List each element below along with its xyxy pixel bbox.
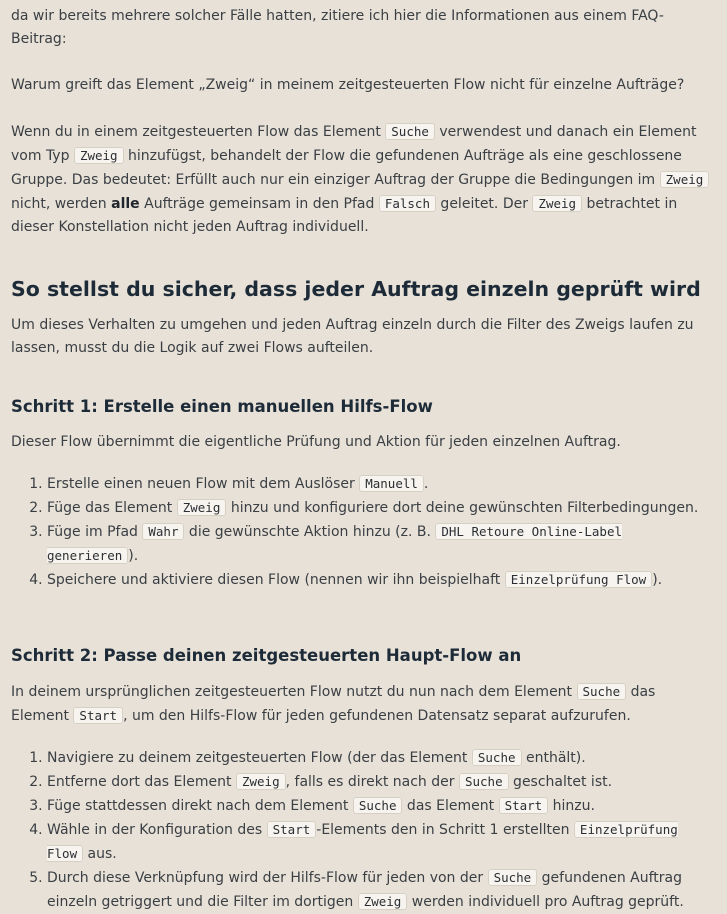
step1-heading: Schritt 1: Erstelle einen manuellen Hilfs-Flow: [11, 397, 433, 416]
code-suche: Suche: [385, 123, 435, 140]
code-zweig: Zweig: [177, 499, 227, 516]
code-start: Start: [73, 707, 123, 724]
faq-answer: Wenn du in einem zeitgesteuerten Flow das Element Suche verwendest und danach ein Element vom Typ Zweig hinzufügst, behandelt der Flow die gefundenen Aufträge als eine geschlossene Gruppe. Das bedeutet: Erfüllt auch nur ein einziger Auftrag der Gruppe die Bedingungen im Zweig nicht, werden alle Aufträge gemeinsam in den Pfad Falsch geleitet. Der Zweig betrachtet in dieser Konstellation nicht jeden Auftrag individuell.: [11, 120, 711, 239]
code-start: Start: [267, 821, 317, 838]
intro-paragraph: da wir bereits mehrere solcher Fälle hatten, zitiere ich hier die Informationen aus einem FAQ-Beitrag:: [11, 8, 664, 47]
code-suche: Suche: [459, 773, 509, 790]
list-item: 4. Wähle in der Konfiguration des Start -Elements den in Schritt 1 erstellten Einzelprüfung Flow aus.: [47, 818, 711, 866]
step1-list: [11, 472, 711, 592]
code-einzelpruefung-flow: Einzelprüfung Flow: [505, 571, 652, 588]
code-einzelpruefung-flow: Einzelprüfung Flow: [47, 822, 678, 861]
code-suche: Suche: [353, 797, 403, 814]
code-suche: Suche: [488, 869, 538, 886]
emphasis-alle: alle: [111, 196, 140, 212]
step2-heading: Schritt 2: Passe deinen zeitgesteuerten Haupt-Flow an: [11, 646, 522, 665]
list-item: 3. Füge im Pfad Wahr die gewünschte Aktion hinzu (z. B. DHL Retoure Online-Label generieren ).: [47, 520, 711, 568]
main-heading: So stellst du sicher, dass jeder Auftrag einzeln geprüft wird: [11, 277, 701, 301]
list-item: 1. Navigiere zu deinem zeitgesteuerten Flow (der das Element Suche enthält).: [47, 746, 711, 770]
code-suche: Suche: [472, 749, 522, 766]
code-zweig: Zweig: [532, 195, 582, 212]
list-item: 3. Füge stattdessen direkt nach dem Element Suche das Element Start hinzu.: [47, 794, 711, 818]
list-item: 2. Füge das Element Zweig hinzu und konfiguriere dort deine gewünschten Filterbedingungen.: [47, 496, 711, 520]
code-zweig: Zweig: [660, 171, 710, 188]
code-zweig: Zweig: [358, 893, 408, 910]
code-zweig: Zweig: [236, 773, 286, 790]
faq-article: [11, 5, 711, 914]
code-suche: Suche: [577, 683, 627, 700]
code-start: Start: [499, 797, 549, 814]
step1-paragraph: Dieser Flow übernimmt die eigentliche Prüfung und Aktion für jeden einzelnen Auftrag.: [11, 434, 621, 450]
faq-question: Warum greift das Element „Zweig“ in meinem zeitgesteuerten Flow nicht für einzelne Aufträge?: [11, 77, 685, 93]
code-dhl-retoure: DHL Retoure Online-Label generieren: [47, 524, 622, 563]
step2-list: [11, 746, 711, 914]
list-item: 2. Entferne dort das Element Zweig , falls es direkt nach der Suche geschaltet ist.: [47, 770, 711, 794]
code-wahr: Wahr: [142, 523, 184, 540]
list-item: 4. Speichere und aktiviere diesen Flow (nennen wir ihn beispielhaft Einzelprüfung Flow ).: [47, 568, 711, 592]
list-item: 5. Durch diese Verknüpfung wird der Hilfs-Flow für jeden von der Suche gefundenen Auftrag einzeln getriggert und die Filter im dortigen Zweig werden individuell pro Auftrag geprüft.: [47, 866, 711, 914]
code-manuell: Manuell: [359, 475, 424, 492]
main-paragraph: Um dieses Verhalten zu umgehen und jeden Auftrag einzeln durch die Filter des Zweigs laufen zu lassen, musst du die Logik auf zwei Flows aufteilen.: [11, 317, 694, 356]
step2-paragraph: In deinem ursprünglichen zeitgesteuerten Flow nutzt du nun nach dem Element Suche das Element Start , um den Hilfs-Flow für jeden gefundenen Datensatz separat aufzurufen.: [11, 684, 656, 724]
code-zweig: Zweig: [74, 147, 124, 164]
list-item: 1. Erstelle einen neuen Flow mit dem Auslöser Manuell .: [47, 472, 711, 496]
code-falsch: Falsch: [379, 195, 436, 212]
